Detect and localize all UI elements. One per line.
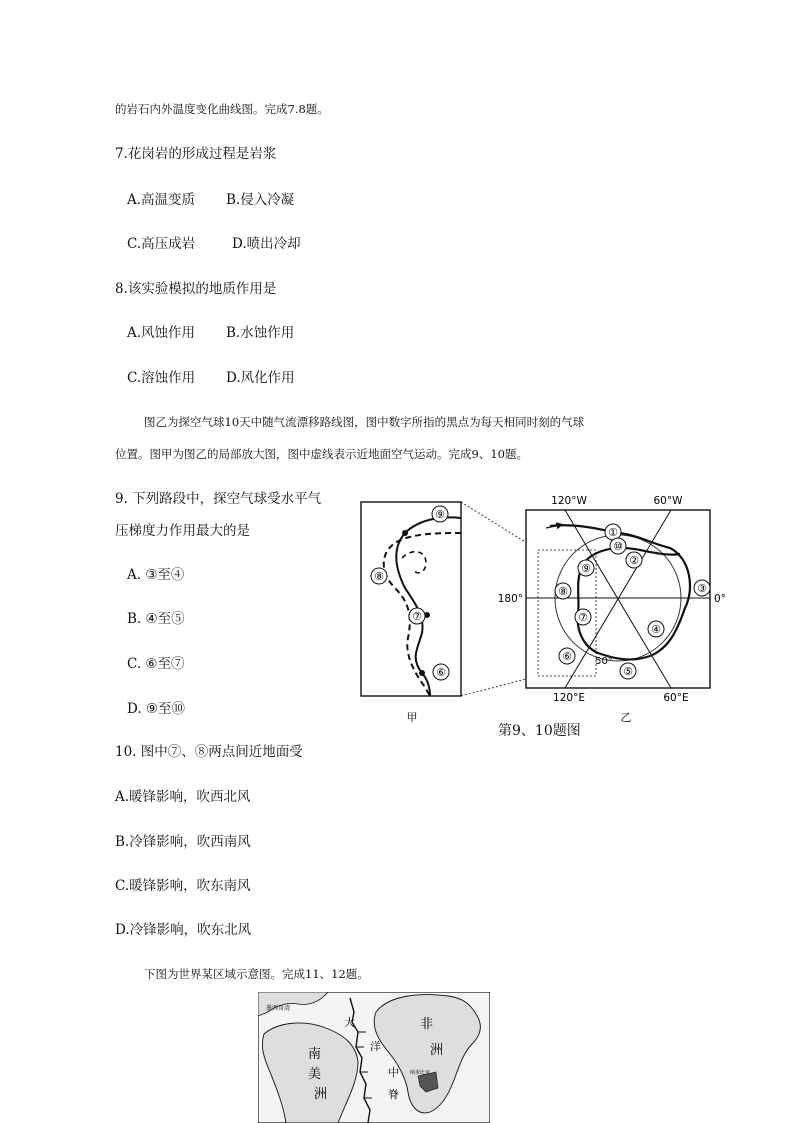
map-label-yang: 洋 — [370, 1040, 381, 1053]
jia-point-6: ⑥ — [436, 666, 446, 679]
yi-lon-0: 0° — [714, 593, 726, 605]
label-jia: 甲 — [406, 711, 418, 724]
map-label-south: 南 — [308, 1047, 322, 1062]
map-label-zhong: 中 — [388, 1066, 399, 1079]
q10-option-b: B.冷锋影响，吹西南风 — [115, 834, 251, 850]
yi-point-4: ④ — [651, 623, 661, 636]
q8-option-b: B.水蚀作用 — [226, 325, 295, 341]
map-label-namibia: 纳米比亚 — [410, 1070, 431, 1076]
q8-option-c: C.溶蚀作用 — [127, 370, 196, 386]
q9-option-b: B. ④至⑤ — [127, 611, 185, 627]
map-label-africa-2: 洲 — [430, 1043, 444, 1058]
q9-option-d: D. ⑨至⑩ — [127, 701, 186, 717]
passage-910-line2: 位置。图甲为图乙的局部放大图，图中虚线表示近地面空气运动。完成9、10题。 — [115, 447, 528, 461]
yi-lat-50: 50° — [595, 656, 613, 667]
figure-910 — [350, 488, 730, 743]
q9-stem-line1: 9. 下列路段中，探空气球受水平气 — [115, 491, 322, 507]
map-label-america: 美 — [308, 1067, 322, 1082]
q9-stem-line2: 压梯度力作用最大的是 — [115, 523, 250, 539]
yi-point-10: ⑩ — [613, 540, 623, 553]
yi-point-2: ② — [629, 554, 639, 567]
jia-point-8: ⑧ — [374, 570, 384, 583]
q8-option-d: D.风化作用 — [226, 370, 295, 386]
q8-stem: 8.该实验模拟的地质作用是 — [115, 281, 277, 297]
map-label-africa-1: 非 — [420, 1017, 434, 1032]
yi-lon-120e: 120°E — [553, 692, 585, 704]
yi-point-5: ⑤ — [623, 665, 633, 678]
q10-stem: 10. 图中⑦、⑧两点间近地面受 — [115, 744, 303, 760]
jia-point-9: ⑨ — [435, 508, 445, 521]
yi-point-9: ⑨ — [581, 562, 591, 575]
map-label-ji: 脊 — [388, 1088, 399, 1101]
intro-line: 的岩石内外温度变化曲线图。完成7.8题。 — [115, 102, 329, 116]
q7-option-a: A.高温变质 — [127, 192, 196, 208]
yi-lon-60w: 60°W — [653, 495, 683, 507]
q7-stem: 7.花岗岩的形成过程是岩浆 — [115, 146, 277, 162]
map-label-da: 大 — [344, 1016, 355, 1029]
yi-lon-180: 180° — [497, 593, 523, 605]
q7-option-b: B.侵入冷凝 — [226, 192, 295, 208]
map-label-continent-sa: 洲 — [314, 1087, 328, 1102]
yi-lon-60e: 60°E — [663, 692, 689, 704]
q10-option-a: A.暖锋影响，吹西北风 — [115, 789, 251, 805]
q9-option-a: A. ③至④ — [127, 567, 185, 583]
map-1112 — [258, 992, 490, 1123]
yi-point-6: ⑥ — [562, 650, 572, 663]
map-label-caribbean: 墨西哥湾 — [266, 1005, 291, 1012]
label-yi: 乙 — [620, 711, 632, 724]
yi-lon-120w: 120°W — [551, 495, 587, 507]
yi-point-1: ① — [608, 526, 618, 539]
q7-option-d: D.喷出冷却 — [232, 236, 301, 252]
q10-option-d: D.冷锋影响，吹东北风 — [115, 922, 252, 938]
q8-option-a: A.风蚀作用 — [127, 325, 196, 341]
yi-point-7: ⑦ — [578, 611, 588, 624]
q7-option-c: C.高压成岩 — [127, 236, 196, 252]
q9-option-c: C. ⑥至⑦ — [127, 656, 185, 672]
figure-910-caption: 第9、10题图 — [498, 723, 581, 739]
q10-option-c: C.暖锋影响，吹东南风 — [115, 878, 251, 894]
jia-point-7: ⑦ — [412, 610, 422, 623]
passage-910-line1: 图乙为探空气球10天中随气流漂移路线图，图中数字所指的黑点为每天相同时刻的气球 — [144, 415, 585, 429]
yi-point-8: ⑧ — [558, 585, 568, 598]
passage-1112: 下图为世界某区域示意图。完成11、12题。 — [144, 967, 369, 981]
yi-point-3: ③ — [697, 582, 707, 595]
